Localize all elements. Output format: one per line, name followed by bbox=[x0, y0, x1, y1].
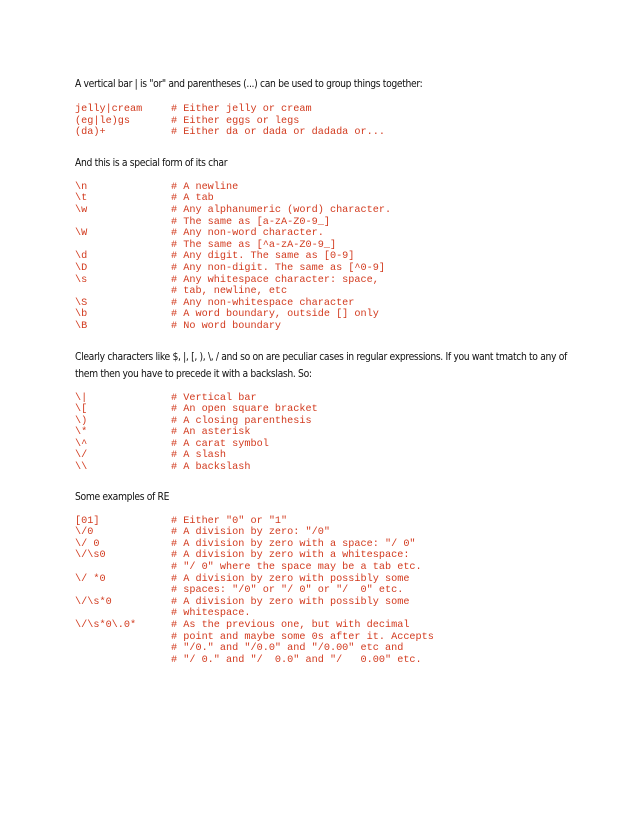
code-comment: # A division by zero with possibly some bbox=[171, 596, 410, 608]
code-comment: # The same as [a-zA-Z0-9_] bbox=[171, 216, 330, 228]
code-pattern bbox=[75, 217, 171, 229]
code-line bbox=[75, 632, 575, 644]
document-page bbox=[75, 70, 575, 666]
code-line bbox=[75, 298, 575, 310]
code-pattern: \W bbox=[75, 228, 88, 240]
code-pattern bbox=[75, 286, 171, 298]
code-line bbox=[75, 116, 575, 128]
code-pattern: \s bbox=[75, 274, 88, 286]
code-line bbox=[75, 182, 575, 194]
code-comment: # The same as [^a-zA-Z0-9_] bbox=[171, 239, 337, 251]
code-pattern: \* bbox=[75, 427, 88, 439]
code-pattern bbox=[75, 562, 171, 574]
code-line bbox=[75, 562, 575, 574]
code-line bbox=[75, 263, 575, 275]
code-comment: # A division by zero with possibly some bbox=[171, 573, 410, 585]
code-pattern: \S bbox=[75, 297, 88, 309]
code-line bbox=[75, 643, 575, 655]
code-comment: # Any whitespace character: space, bbox=[171, 274, 379, 286]
code-comment: # A newline bbox=[171, 181, 239, 193]
code-pattern: \n bbox=[75, 181, 88, 193]
code-line bbox=[75, 597, 575, 609]
code-line bbox=[75, 251, 575, 263]
code-comment: # An asterisk bbox=[171, 427, 251, 439]
code-pattern: \\ bbox=[75, 462, 88, 474]
code-line bbox=[75, 516, 575, 528]
code-comment: # A division by zero with a whitespace: bbox=[171, 550, 410, 562]
code-comment: # Any non-word character. bbox=[171, 228, 324, 240]
code-comment: # A backslash bbox=[171, 462, 251, 474]
code-pattern: (eg|le)gs bbox=[75, 115, 131, 127]
code-pattern: \/ bbox=[75, 450, 88, 462]
code-line bbox=[75, 527, 575, 539]
code-block-special-forms bbox=[75, 182, 575, 333]
code-pattern: \d bbox=[75, 251, 88, 263]
code-line bbox=[75, 275, 575, 287]
code-comment: # Either "0" or "1" bbox=[171, 515, 288, 527]
code-line bbox=[75, 620, 575, 632]
code-comment: # A word boundary, outside [] only bbox=[171, 309, 379, 321]
code-pattern: (da)+ bbox=[75, 127, 106, 139]
code-comment: # Any non-whitespace character bbox=[171, 297, 355, 309]
code-block-escaping bbox=[75, 393, 575, 474]
code-comment: # A division by zero: "/0" bbox=[171, 527, 330, 539]
code-comment: # Either da or dada or dadada or... bbox=[171, 127, 385, 139]
code-line bbox=[75, 127, 575, 139]
code-comment: # point and maybe some 0s after it. Accepts bbox=[171, 631, 434, 643]
code-comment: # A tab bbox=[171, 193, 214, 205]
code-comment: # Vertical bar bbox=[171, 392, 257, 404]
code-line bbox=[75, 427, 575, 439]
code-comment: # A carat symbol bbox=[171, 438, 269, 450]
code-comment: # No word boundary bbox=[171, 320, 282, 332]
code-line bbox=[75, 574, 575, 586]
code-line bbox=[75, 550, 575, 562]
code-line bbox=[75, 439, 575, 451]
code-comment: # As the previous one, but with decimal bbox=[171, 620, 410, 631]
code-line bbox=[75, 450, 575, 462]
code-pattern: \| bbox=[75, 392, 88, 404]
code-line bbox=[75, 321, 575, 333]
code-pattern: \/ 0 bbox=[75, 538, 100, 550]
code-line bbox=[75, 462, 575, 474]
code-line bbox=[75, 228, 575, 240]
code-comment: # Any digit. The same as [0-9] bbox=[171, 251, 355, 263]
code-comment: # "/ 0." and "/ 0.0" and "/ 0.00" etc. bbox=[171, 654, 422, 666]
code-pattern bbox=[75, 585, 171, 597]
code-line bbox=[75, 404, 575, 416]
code-line bbox=[75, 309, 575, 321]
code-comment: # Either eggs or legs bbox=[171, 115, 300, 127]
code-pattern: \[ bbox=[75, 404, 88, 416]
code-line bbox=[75, 104, 575, 116]
paragraph-grouping: A vertical bar | is "or" and parentheses (...) can be used to group things together: bbox=[75, 78, 423, 90]
code-line bbox=[75, 193, 575, 205]
code-comment: # whitespace. bbox=[171, 608, 251, 620]
paragraph-escaping: Clearly characters like $, |, [, ), \, / and so on are peculiar cases in regular expressions. If you want tmatch to any of them then you have to precede it with a backslash. So: bbox=[75, 350, 567, 380]
code-block-grouping bbox=[75, 104, 575, 139]
code-pattern: \D bbox=[75, 262, 88, 274]
code-pattern: \t bbox=[75, 193, 88, 205]
code-pattern: \b bbox=[75, 309, 88, 321]
code-pattern bbox=[75, 608, 171, 620]
code-line bbox=[75, 539, 575, 551]
code-comment: # A slash bbox=[171, 450, 227, 462]
code-comment: # spaces: "/0" or "/ 0" or "/ 0" etc. bbox=[171, 585, 404, 597]
code-pattern: \w bbox=[75, 204, 88, 216]
code-line bbox=[75, 608, 575, 620]
code-pattern: \^ bbox=[75, 438, 88, 450]
code-comment: # "/ 0" where the space may be a tab etc. bbox=[171, 562, 422, 574]
paragraph-special-forms: And this is a special form of its char bbox=[75, 156, 228, 169]
code-pattern: \/ *0 bbox=[75, 573, 106, 585]
code-pattern: \/0 bbox=[75, 527, 94, 539]
code-comment: # An open square bracket bbox=[171, 404, 318, 416]
code-pattern: \/\s*0\.0* bbox=[75, 620, 137, 631]
code-comment: # A closing parenthesis bbox=[171, 415, 312, 427]
paragraph-examples: Some examples of RE bbox=[75, 490, 170, 503]
code-line bbox=[75, 655, 575, 667]
code-comment: # Either jelly or cream bbox=[171, 104, 312, 115]
code-pattern: \/\s0 bbox=[75, 550, 106, 562]
code-line bbox=[75, 585, 575, 597]
code-pattern bbox=[75, 643, 171, 655]
code-comment: # "/0." and "/0.0" and "/0.00" etc and bbox=[171, 643, 404, 655]
code-pattern: [01] bbox=[75, 515, 100, 527]
code-comment: # Any non-digit. The same as [^0-9] bbox=[171, 262, 385, 274]
code-pattern bbox=[75, 655, 171, 667]
code-comment: # tab, newline, etc bbox=[171, 286, 288, 298]
code-pattern: \/\s*0 bbox=[75, 596, 112, 608]
code-line bbox=[75, 393, 575, 405]
code-pattern bbox=[75, 240, 171, 252]
code-comment: # Any alphanumeric (word) character. bbox=[171, 204, 392, 216]
code-block-examples bbox=[75, 516, 575, 667]
code-comment: # A division by zero with a space: "/ 0" bbox=[171, 538, 416, 550]
code-line bbox=[75, 217, 575, 229]
code-line bbox=[75, 286, 575, 298]
code-line bbox=[75, 416, 575, 428]
code-pattern: \) bbox=[75, 415, 88, 427]
code-pattern bbox=[75, 632, 171, 644]
code-pattern: \B bbox=[75, 320, 88, 332]
code-pattern: jelly|cream bbox=[75, 104, 143, 115]
code-line bbox=[75, 240, 575, 252]
code-line bbox=[75, 205, 575, 217]
